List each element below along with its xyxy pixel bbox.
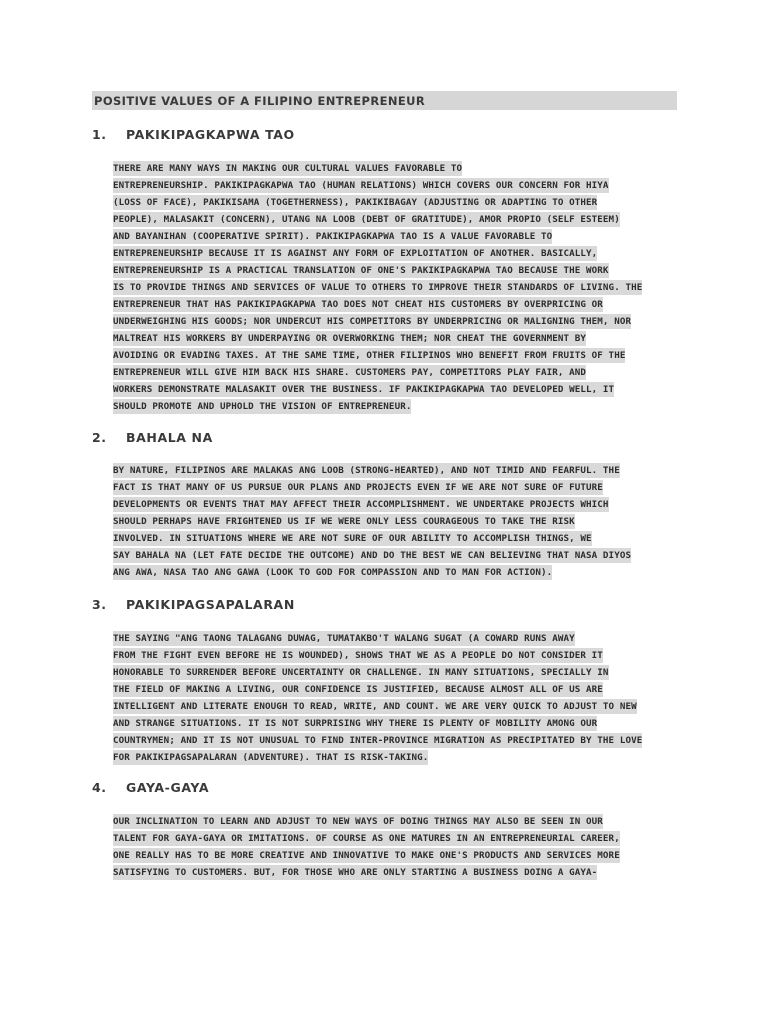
paragraph-line [113, 194, 673, 211]
paragraph-line [113, 347, 673, 364]
line-text: AND BAYANIHAN (COOPERATIVE SPIRIT). PAKIKIPAGKAPWA TAO IS A VALUE FAVORABLE TO [113, 231, 553, 242]
line-text: INTELLIGENT AND LITERATE ENOUGH TO READ, WRITE, AND COUNT. WE ARE VERY QUICK TO ADJUST TO NEW [113, 701, 637, 712]
line-text: INVOLVED. IN SITUATIONS WHERE WE ARE NOT SURE OF OUR ABILITY TO ACCOMPLISH THINGS, WE [113, 533, 592, 544]
line-text: ENTREPRENEURSHIP. PAKIKIPAGKAPWA TAO (HUMAN RELATIONS) WHICH COVERS OUR CONCERN FOR HIYA [113, 180, 609, 191]
paragraph-line [113, 245, 673, 262]
section-heading-4 [92, 780, 209, 795]
paragraph-line [113, 177, 673, 194]
line-text: SHOULD PROMOTE AND UPHOLD THE VISION OF ENTREPRENEUR. [113, 401, 412, 412]
paragraph-line [113, 513, 673, 530]
paragraph-line [113, 630, 673, 647]
page-title: POSITIVE VALUES OF A FILIPINO ENTREPRENEUR [94, 94, 426, 108]
paragraph-line [113, 381, 673, 398]
line-text: DEVELOPMENTS OR EVENTS THAT MAY AFFECT THEIR ACCOMPLISHMENT. WE UNDERTAKE PROJECTS WHICH [113, 499, 609, 510]
line-text: THE FIELD OF MAKING A LIVING, OUR CONFIDENCE IS JUSTIFIED, BECAUSE ALMOST ALL OF US ARE [113, 684, 603, 695]
paragraph-line [113, 160, 673, 177]
section-title: BAHALA NA [126, 430, 213, 445]
line-text: COUNTRYMEN; AND IT IS NOT UNUSUAL TO FIND INTER-PROVINCE MIGRATION AS PRECIPITATED BY THE LOVE [113, 735, 643, 746]
paragraph-line [113, 664, 673, 681]
line-text: HONORABLE TO SURRENDER BEFORE UNCERTAINTY OR CHALLENGE. IN MANY SITUATIONS, SPECIALLY IN [113, 667, 609, 678]
paragraph-line [113, 715, 673, 732]
paragraph-line [113, 813, 673, 830]
section-paragraph-2 [113, 462, 673, 581]
line-text: THERE ARE MANY WAYS IN MAKING OUR CULTURAL VALUES FAVORABLE TO [113, 163, 463, 174]
line-text: IS TO PROVIDE THINGS AND SERVICES OF VALUE TO OTHERS TO IMPROVE THEIR STANDARDS OF LIVING. THE [113, 282, 643, 293]
section-heading-2 [92, 430, 213, 445]
line-text: ENTREPRENEURSHIP IS A PRACTICAL TRANSLATION OF ONE'S PAKIKIPAGKAPWA TAO BECAUSE THE WORK [113, 265, 609, 276]
paragraph-line [113, 496, 673, 513]
line-text: WORKERS DEMONSTRATE MALASAKIT OVER THE BUSINESS. IF PAKIKIPAGKAPWA TAO DEVELOPED WELL, IT [113, 384, 615, 395]
section-paragraph-1 [113, 160, 673, 415]
line-text: FOR PAKIKIPAGSAPALARAN (ADVENTURE). THAT IS RISK-TAKING. [113, 752, 429, 763]
line-text: SAY BAHALA NA (LET FATE DECIDE THE OUTCOME) AND DO THE BEST WE CAN BELIEVING THAT NASA DIYOS [113, 550, 632, 561]
line-text: PEOPLE), MALASAKIT (CONCERN), UTANG NA LOOB (DEBT OF GRATITUDE), AMOR PROPIO (SELF ESTEEM) [113, 214, 620, 225]
paragraph-line [113, 262, 673, 279]
paragraph-line [113, 279, 673, 296]
line-text: TALENT FOR GAYA-GAYA OR IMITATIONS. OF COURSE AS ONE MATURES IN AN ENTREPRENEURIAL CAREER, [113, 833, 620, 844]
paragraph-line [113, 681, 673, 698]
section-title: GAYA-GAYA [126, 780, 210, 795]
line-text: UNDERWEIGHING HIS GOODS; NOR UNDERCUT HIS COMPETITORS BY UNDERPRICING OR MALIGNING THEM, NOR [113, 316, 632, 327]
paragraph-line [113, 211, 673, 228]
paragraph-line [113, 830, 673, 847]
section-number: 3. [92, 597, 107, 612]
section-title: PAKIKIPAGSAPALARAN [126, 597, 295, 612]
line-text: (LOSS OF FACE), PAKIKISAMA (TOGETHERNESS), PAKIKIBAGAY (ADJUSTING OR ADAPTING TO OTHER [113, 197, 598, 208]
paragraph-line [113, 547, 673, 564]
paragraph-line [113, 228, 673, 245]
paragraph-line [113, 462, 673, 479]
paragraph-line [113, 732, 673, 749]
line-text: ENTREPRENEUR THAT HAS PAKIKIPAGKAPWA TAO DOES NOT CHEAT HIS CUSTOMERS BY OVERPRICING OR [113, 299, 603, 310]
section-heading-1 [92, 127, 295, 142]
paragraph-line [113, 847, 673, 864]
paragraph-line [113, 698, 673, 715]
line-text: BY NATURE, FILIPINOS ARE MALAKAS ANG LOOB (STRONG-HEARTED), AND NOT TIMID AND FEARFUL. THE [113, 465, 620, 476]
paragraph-line [113, 647, 673, 664]
paragraph-line [113, 313, 673, 330]
paragraph-line [113, 864, 673, 881]
line-text: ONE REALLY HAS TO BE MORE CREATIVE AND INNOVATIVE TO MAKE ONE'S PRODUCTS AND SERVICES MORE [113, 850, 620, 861]
line-text: ANG AWA, NASA TAO ANG GAWA (LOOK TO GOD FOR COMPASSION AND TO MAN FOR ACTION). [113, 567, 553, 578]
section-number: 4. [92, 780, 107, 795]
line-text: SATISFYING TO CUSTOMERS. BUT, FOR THOSE WHO ARE ONLY STARTING A BUSINESS DOING A GAYA- [113, 867, 598, 878]
section-number: 2. [92, 430, 107, 445]
line-text: ENTREPRENEUR WILL GIVE HIM BACK HIS SHARE. CUSTOMERS PAY, COMPETITORS PLAY FAIR, AND [113, 367, 587, 378]
line-text: THE SAYING "ANG TAONG TALAGANG DUWAG, TUMATAKBO'T WALANG SUGAT (A COWARD RUNS AWAY [113, 633, 575, 644]
line-text: AND STRANGE SITUATIONS. IT IS NOT SURPRISING WHY THERE IS PLENTY OF MOBILITY AMONG OUR [113, 718, 598, 729]
line-text: AVOIDING OR EVADING TAXES. AT THE SAME TIME, OTHER FILIPINOS WHO BENEFIT FROM FRUITS OF THE [113, 350, 626, 361]
section-title: PAKIKIPAGKAPWA TAO [126, 127, 295, 142]
section-heading-3 [92, 597, 295, 612]
paragraph-line [113, 398, 673, 415]
line-text: SHOULD PERHAPS HAVE FRIGHTENED US IF WE WERE ONLY LESS COURAGEOUS TO TAKE THE RISK [113, 516, 575, 527]
line-text: ENTREPRENEURSHIP BECAUSE IT IS AGAINST ANY FORM OF EXPLOITATION OF ANOTHER. BASICALLY, [113, 248, 598, 259]
paragraph-line [113, 296, 673, 313]
line-text: OUR INCLINATION TO LEARN AND ADJUST TO NEW WAYS OF DOING THINGS MAY ALSO BE SEEN IN OUR [113, 816, 603, 827]
paragraph-line [113, 364, 673, 381]
paragraph-line [113, 479, 673, 496]
section-number: 1. [92, 127, 107, 142]
paragraph-line [113, 530, 673, 547]
paragraph-line [113, 749, 673, 766]
section-paragraph-3 [113, 630, 673, 766]
line-text: FROM THE FIGHT EVEN BEFORE HE IS WOUNDED), SHOWS THAT WE AS A PEOPLE DO NOT CONSIDER IT [113, 650, 603, 661]
section-paragraph-4 [113, 813, 673, 881]
line-text: FACT IS THAT MANY OF US PURSUE OUR PLANS AND PROJECTS EVEN IF WE ARE NOT SURE OF FUTURE [113, 482, 603, 493]
line-text: MALTREAT HIS WORKERS BY UNDERPAYING OR OVERWORKING THEM; NOR CHEAT THE GOVERNMENT BY [113, 333, 587, 344]
paragraph-line [113, 330, 673, 347]
paragraph-line [113, 564, 673, 581]
